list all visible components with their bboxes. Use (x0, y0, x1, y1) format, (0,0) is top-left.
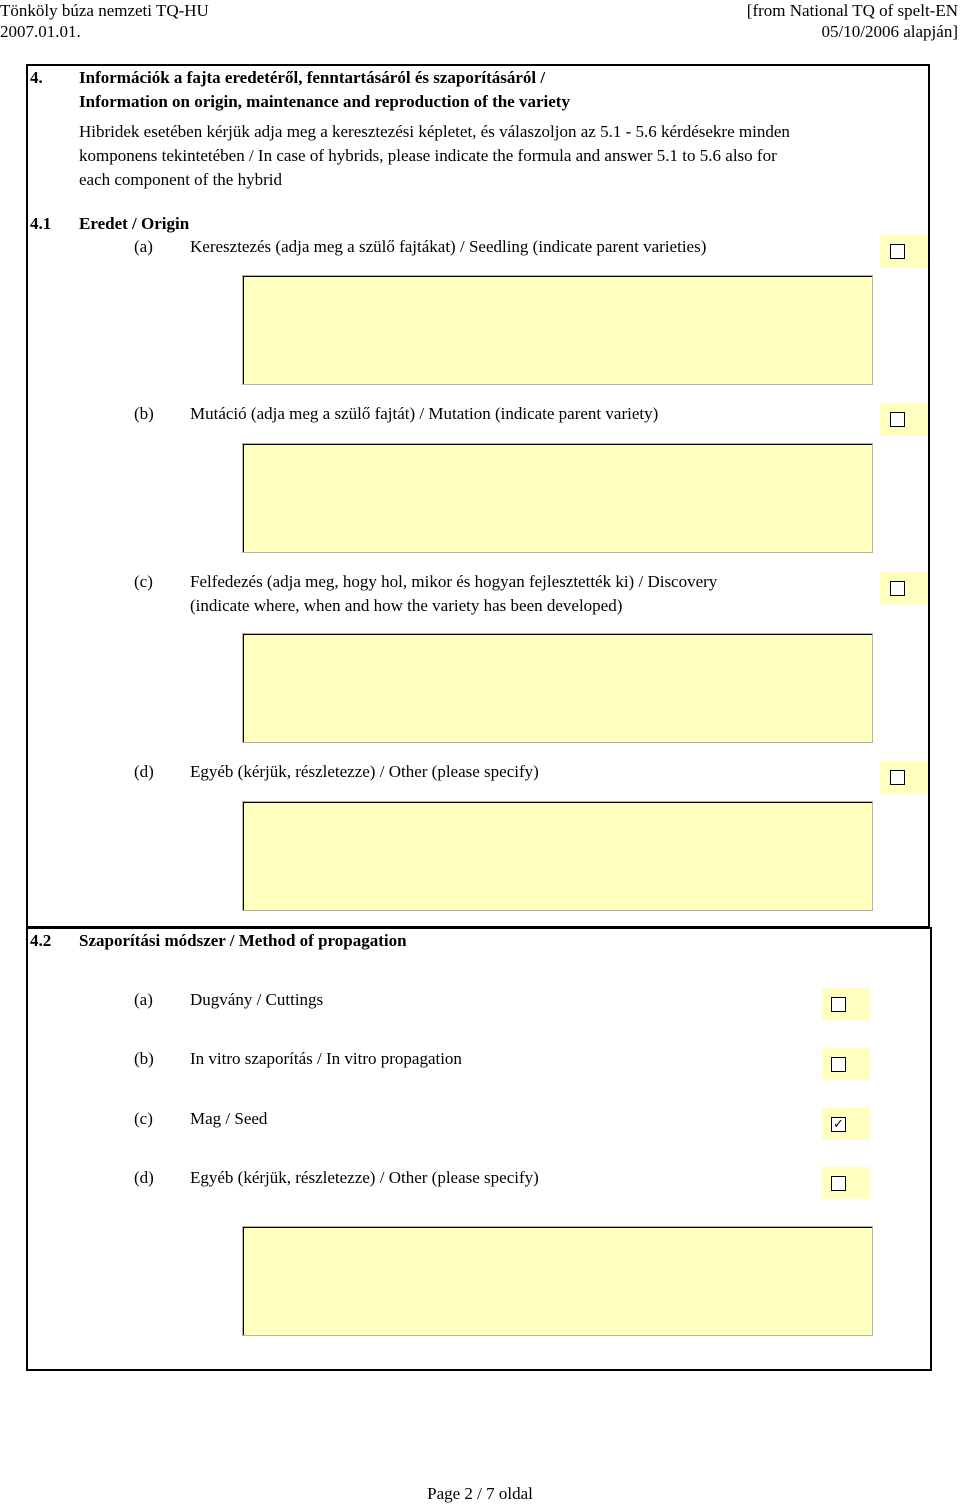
section-title-line1: Információk a fajta eredetéről, fenntartásáról és szaporításáról / (79, 68, 546, 87)
prop-b-checkbox-area (822, 1048, 870, 1080)
origin-a-parents-field[interactable] (242, 275, 873, 385)
header-right-line1: [from National TQ of spelt-EN (746, 1, 958, 20)
origin-d-label: Egyéb (kérjük, részletezze) / Other (please specify) (190, 762, 539, 781)
origin-c-label: Felfedezés (adja meg, hogy hol, mikor és hogyan fejlesztették ki) / Discovery (190, 572, 718, 591)
origin-b-label: Mutáció (adja meg a szülő fajtát) / Mutation (indicate parent variety) (190, 404, 659, 423)
origin-c-discovery-field[interactable] (242, 633, 873, 743)
page-number: Page 2 / 7 oldal (427, 1484, 533, 1503)
hybrid-note-line3: each component of the hybrid (79, 170, 282, 189)
origin-c-checkbox[interactable] (890, 581, 905, 596)
section-number: 4. (30, 68, 43, 87)
propagation-title: Szaporítási módszer / Method of propagation (79, 931, 407, 950)
prop-a-letter: (a) (134, 990, 153, 1009)
propagation-number: 4.2 (30, 931, 52, 950)
header-right-line2: 05/10/2006 alapján] (821, 22, 958, 41)
origin-a-label: Keresztezés (adja meg a szülő fajtákat) / Seedling (indicate parent varieties) (190, 237, 707, 256)
prop-a-checkbox-area (822, 988, 870, 1020)
prop-c-checkbox[interactable] (831, 1117, 846, 1132)
checkmark-icon: ✓ (833, 1117, 844, 1132)
origin-a-letter: (a) (134, 237, 153, 256)
header-left-line1: Tönköly búza nemzeti TQ-HU (0, 1, 209, 20)
origin-title: Eredet / Origin (79, 214, 190, 233)
origin-b-parent-field[interactable] (242, 443, 873, 553)
prop-c-label: Mag / Seed (190, 1109, 268, 1128)
prop-b-label: In vitro szaporítás / In vitro propagation (190, 1049, 462, 1068)
prop-d-checkbox[interactable] (831, 1176, 846, 1191)
prop-d-checkbox-area (822, 1167, 870, 1199)
prop-b-letter: (b) (134, 1049, 154, 1068)
origin-c-label-line2: (indicate where, when and how the variety has been developed) (190, 596, 623, 615)
origin-b-checkbox[interactable] (890, 412, 905, 427)
header-left-line2: 2007.01.01. (0, 22, 81, 41)
prop-a-label: Dugvány / Cuttings (190, 990, 324, 1009)
prop-c-letter: (c) (134, 1109, 153, 1128)
origin-b-letter: (b) (134, 404, 154, 423)
section-title-line2: Information on origin, maintenance and reproduction of the variety (79, 92, 570, 111)
prop-c-checkbox-area (822, 1108, 870, 1140)
origin-d-letter: (d) (134, 762, 154, 781)
origin-number: 4.1 (30, 214, 52, 233)
hybrid-note-line2: komponens tekintetében / In case of hybrids, please indicate the formula and answer 5.1 to 5.6 also for (79, 146, 777, 165)
prop-a-checkbox[interactable] (831, 997, 846, 1012)
prop-d-letter: (d) (134, 1168, 154, 1187)
hybrid-note-line1: Hibridek esetében kérjük adja meg a keresztezési képletet, és válaszoljon az 5.1 - 5.6 kérdésekre minden (79, 122, 790, 141)
origin-c-letter: (c) (134, 572, 153, 591)
origin-d-checkbox[interactable] (890, 770, 905, 785)
prop-d-label: Egyéb (kérjük, részletezze) / Other (please specify) (190, 1168, 539, 1187)
origin-d-other-field[interactable] (242, 801, 873, 911)
prop-d-other-field[interactable] (242, 1226, 873, 1336)
origin-a-checkbox[interactable] (890, 244, 905, 259)
prop-b-checkbox[interactable] (831, 1057, 846, 1072)
